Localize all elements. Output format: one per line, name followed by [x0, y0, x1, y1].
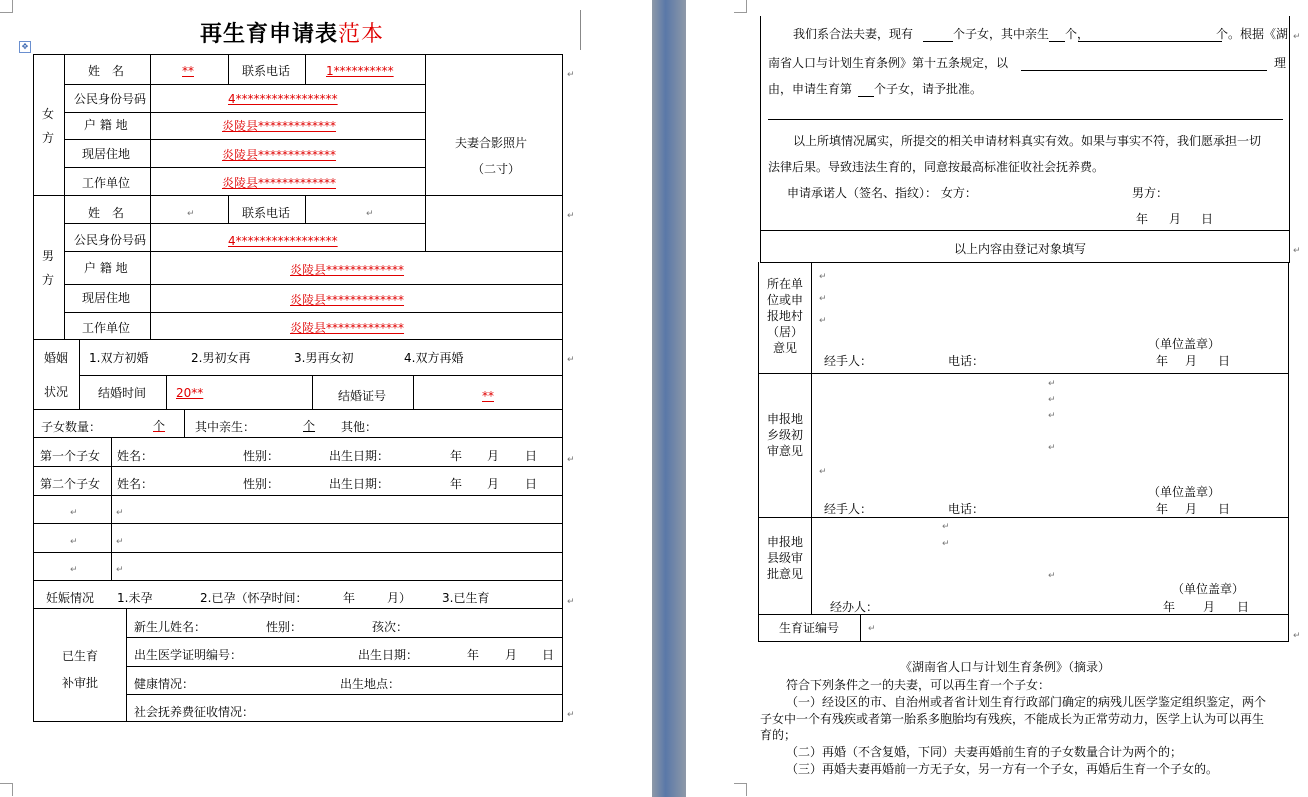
excerpt-item-2: （二）再婚（不含复婚，下同）夫妻再婚前生育的子女数量合计为两个的；: [786, 745, 1183, 759]
paragraph-mark: ↵: [819, 272, 827, 282]
excerpt-item-1-line-3: 育的；: [760, 728, 797, 742]
page-title: [200, 22, 384, 48]
page-gap: [652, 0, 686, 797]
pregnancy-year: 年: [343, 591, 356, 605]
table-border-line: [758, 262, 759, 642]
table-border-line: [33, 195, 563, 196]
wife-section-label: 女方: [41, 107, 54, 145]
paragraph-mark: ↵: [567, 710, 575, 720]
pregnancy-label: 妊娠情况: [46, 591, 95, 605]
town-handler-label: 经手人：: [824, 502, 873, 516]
table-border-line: [33, 580, 563, 581]
paragraph-mark: ↵: [187, 209, 195, 219]
title-text: 再生育申请表: [200, 22, 339, 47]
child-2-birth-label: 出生日期：: [329, 477, 390, 491]
table-border-line: [760, 230, 1290, 231]
table-border-line: [425, 54, 426, 251]
baby-sex-label: 性别：: [266, 620, 303, 634]
town-seal-label: （单位盖章）: [1148, 485, 1221, 499]
statement-line-2-b: 理: [1274, 56, 1287, 70]
child-1-name-label: 姓名：: [117, 449, 154, 463]
table-border-line: [923, 41, 953, 42]
table-border-line: [760, 262, 1290, 263]
paragraph-mark: ↵: [1293, 631, 1301, 641]
table-border-line: [1288, 262, 1289, 642]
husband-name-label: 姓 名: [88, 206, 125, 220]
husband-work-value[interactable]: 炎陵县*************: [290, 321, 405, 335]
wife-id-label: 公民身份号码: [74, 92, 147, 106]
paragraph-mark: ↵: [868, 624, 876, 634]
table-border-line: [33, 608, 563, 609]
paragraph-mark: ↵: [1048, 395, 1056, 405]
paragraph-mark: ↵: [116, 565, 124, 575]
table-border-line: [758, 373, 1289, 374]
paragraph-mark: ↵: [1048, 411, 1056, 421]
table-border-line: [228, 54, 229, 84]
table-border-line: [858, 96, 874, 97]
marriage-label-bottom: 状况: [44, 385, 69, 399]
wife-name-label: 姓 名: [88, 64, 125, 78]
town-opinion-label: 申报地乡级初审意见: [766, 412, 803, 458]
table-border-line: [33, 721, 563, 722]
county-date-month: 月: [1203, 600, 1216, 614]
county-handler-label: 经办人：: [830, 600, 879, 614]
paragraph-mark: ↵: [942, 522, 950, 532]
table-border-line: [413, 375, 414, 409]
photo-label: 夫妻合影照片: [455, 136, 528, 150]
table-border-line: [758, 517, 1289, 518]
paragraph-mark: ↵: [819, 294, 827, 304]
husband-residence-label: 现居住地: [82, 291, 131, 305]
town-date-day: 日: [1218, 502, 1231, 516]
unit-phone-label: 电话：: [948, 354, 985, 368]
born-label-top: 已生育: [62, 649, 99, 663]
table-border-line: [1078, 41, 1222, 42]
move-handle-icon[interactable]: ✥: [19, 41, 31, 53]
wife-residence-value[interactable]: 炎陵县*************: [222, 148, 337, 162]
wife-residence-label: 现居住地: [82, 147, 131, 161]
child-2-label: 第二个子女: [40, 477, 101, 491]
paragraph-mark: ↵: [567, 597, 575, 607]
wife-work-label: 工作单位: [82, 176, 131, 190]
paragraph-mark: ↵: [1048, 571, 1056, 581]
own-children-label: 其中亲生：: [195, 420, 256, 434]
marriage-option-4[interactable]: 4.双方再婚: [404, 351, 464, 365]
sign-date-day: 日: [1201, 212, 1214, 226]
paragraph-mark: ↵: [819, 316, 827, 326]
marriage-date-value[interactable]: 20**: [176, 386, 204, 400]
child-1-label: 第一个子女: [40, 449, 101, 463]
table-border-line: [305, 195, 306, 223]
table-border-line: [33, 339, 563, 340]
statement-line-1-a: 我们系合法夫妻，现有: [793, 27, 914, 41]
husband-huji-value[interactable]: 炎陵县*************: [290, 263, 405, 277]
table-border-line: [305, 54, 306, 84]
excerpt-item-1-line-2: 子女中一个有残疾或者第一胎系多胞胎均有残疾，不能成长为正常劳动力，医学上认为可以再生: [760, 712, 1265, 726]
excerpt-title: 《湖南省人口与计划生育条例》（摘录）: [900, 660, 1111, 674]
husband-phone-label: 联系电话: [242, 206, 291, 220]
county-date-day: 日: [1237, 600, 1250, 614]
table-border-line: [126, 637, 563, 638]
table-border-line: [150, 54, 151, 339]
statement-line-3-a: 由，申请生育第: [768, 82, 853, 96]
child-1-birth-label: 出生日期：: [329, 449, 390, 463]
birth-cert-label: 出生医学证明编号：: [134, 648, 243, 662]
birth-cert-no-label: 生育证编号: [779, 621, 840, 635]
statement-line-3-b: 个子女，请予批准。: [874, 82, 983, 96]
child-2-year: 年: [450, 477, 463, 491]
pledge-line-2: 法律后果。导致违法生育的，同意按最高标准征收社会抚养费。: [768, 160, 1105, 174]
table-border-line: [33, 552, 563, 553]
child-1-day: 日: [525, 449, 538, 463]
corner-mark: [0, 783, 13, 796]
other-children-label: 其他：: [341, 420, 378, 434]
table-border-line: [64, 167, 425, 168]
signer-label: 申请承诺人（签名、指纹）： 女方：: [787, 186, 977, 200]
table-border-line: [64, 223, 425, 224]
baby-birth-date-label: 出生日期：: [358, 648, 419, 662]
child-2-day: 日: [525, 477, 538, 491]
husband-id-value[interactable]: 4*****************: [228, 234, 338, 248]
baby-birth-year: 年: [467, 648, 480, 662]
child-1-sex-label: 性别：: [243, 449, 280, 463]
unit-seal-label: （单位盖章）: [1148, 337, 1221, 351]
husband-huji-label: 户 籍 地: [84, 261, 128, 275]
paragraph-mark: ↵: [70, 508, 78, 518]
table-border-line: [111, 437, 112, 580]
table-border-line: [64, 251, 563, 252]
table-border-line: [79, 339, 80, 409]
marriage-cert-label: 结婚证号: [338, 389, 387, 403]
table-border-line: [33, 54, 34, 722]
paragraph-mark: ↵: [1293, 246, 1301, 256]
table-border-line: [811, 262, 812, 614]
wife-phone-value[interactable]: 1**********: [326, 64, 394, 78]
table-border-line: [33, 437, 563, 438]
unit-date-day: 日: [1218, 354, 1231, 368]
statement-line-1-d: 个。根据《湖: [1216, 27, 1289, 41]
marriage-cert-value[interactable]: **: [482, 389, 494, 403]
statement-line-1-b: 个子女，其中亲生: [953, 27, 1050, 41]
marriage-option-3[interactable]: 3.男再女初: [294, 351, 354, 365]
wife-name-value[interactable]: **: [182, 64, 194, 78]
table-border-line: [1289, 16, 1290, 262]
child-2-month: 月: [487, 477, 500, 491]
children-count-unit: 个: [153, 419, 166, 433]
county-date-year: 年: [1163, 600, 1176, 614]
husband-work-label: 工作单位: [82, 321, 131, 335]
unit-date-year: 年: [1156, 354, 1169, 368]
own-children-unit: 个: [303, 419, 316, 433]
marriage-label-top: 婚姻: [44, 351, 69, 365]
table-border-line: [1049, 41, 1065, 42]
pregnancy-option-2[interactable]: 2.已孕（怀孕时间：: [200, 591, 308, 605]
paragraph-mark: ↵: [942, 539, 950, 549]
table-border-line: [79, 375, 563, 376]
sign-date-month: 月: [1169, 212, 1182, 226]
children-count-label: 子女数量：: [41, 420, 102, 434]
pregnancy-option-1[interactable]: 1.未孕: [117, 591, 153, 605]
wife-work-value[interactable]: 炎陵县*************: [222, 176, 337, 190]
corner-mark: [734, 783, 747, 796]
wife-huji-value[interactable]: 炎陵县*************: [222, 119, 337, 133]
health-label: 健康情况：: [134, 677, 195, 691]
table-border-line: [33, 523, 563, 524]
child-1-month: 月: [487, 449, 500, 463]
husband-id-label: 公民身份号码: [74, 233, 147, 247]
baby-name-label: 新生儿姓名：: [134, 620, 207, 634]
child-1-year: 年: [450, 449, 463, 463]
town-date-year: 年: [1156, 502, 1169, 516]
statement-line-2-a: 南省人口与计划生育条例》第十五条规定，以: [768, 56, 1009, 70]
table-border-line: [228, 195, 229, 223]
baby-birth-month: 月: [505, 648, 518, 662]
paragraph-mark: ↵: [116, 537, 124, 547]
birth-place-label: 出生地点：: [340, 677, 401, 691]
table-border-line: [64, 284, 563, 285]
table-border-line: [768, 119, 1283, 120]
paragraph-mark: ↵: [567, 70, 575, 80]
table-border-line: [860, 614, 861, 641]
photo-size: （二寸）: [472, 162, 521, 176]
marriage-option-2[interactable]: 2.男初女再: [191, 351, 251, 365]
paragraph-mark: ↵: [70, 565, 78, 575]
statement-line-1-c: 个，: [1065, 27, 1090, 41]
table-border-line: [33, 466, 563, 467]
table-border-line: [126, 608, 127, 722]
husband-section-label: 男方: [41, 249, 54, 287]
excerpt-item-3: （三）再婚夫妻再婚前一方无子女，另一方有一个子女，再婚后生育一个子女的。: [786, 762, 1219, 776]
excerpt-item-1-line-1: （一）经设区的市、自治州或者省计划生育行政部门确定的病残儿医学鉴定组织鉴定，两个: [786, 695, 1267, 709]
table-border-line: [33, 54, 563, 55]
social-fee-label: 社会抚养费征收情况：: [134, 705, 255, 719]
unit-opinion-label: 所在单位或申报地村（居）意见: [766, 277, 803, 355]
table-border-line: [760, 16, 761, 262]
table-border-line: [64, 54, 65, 339]
table-border-line: [166, 375, 167, 409]
table-border-line: [64, 84, 425, 85]
paragraph-mark: ↵: [567, 211, 575, 221]
child-2-name-label: 姓名：: [117, 477, 154, 491]
paragraph-mark: ↵: [116, 508, 124, 518]
born-label-bottom: 补审批: [62, 676, 99, 690]
excerpt-intro: 符合下列条件之一的夫妻，可以再生育一个子女：: [786, 678, 1051, 692]
wife-huji-label: 户 籍 地: [84, 118, 128, 132]
paragraph-mark: ↵: [567, 355, 575, 365]
corner-mark: [0, 0, 13, 13]
table-border-line: [126, 666, 563, 667]
unit-handler-label: 经手人：: [824, 354, 873, 368]
table-border-line: [126, 694, 563, 695]
paragraph-mark: ↵: [567, 455, 575, 465]
paragraph-mark: ↵: [70, 537, 78, 547]
baby-birth-day: 日: [542, 648, 555, 662]
unit-date-month: 月: [1185, 354, 1198, 368]
paragraph-mark: ↵: [1048, 379, 1056, 389]
table-border-line: [1021, 70, 1267, 71]
table-border-line: [33, 495, 563, 496]
table-border-line: [184, 409, 185, 437]
pledge-line-1: 以上所填情况属实，所提交的相关申请材料真实有效。如果与事实不符，我们愿承担一切: [793, 134, 1262, 148]
sign-date-year: 年: [1136, 212, 1149, 226]
document-page-1: [0, 0, 652, 797]
signer-male-label: 男方：: [1132, 186, 1169, 200]
husband-residence-value[interactable]: 炎陵县*************: [290, 293, 405, 307]
table-border-line: [580, 10, 581, 50]
paragraph-mark: ↵: [366, 209, 374, 219]
table-border-line: [312, 375, 313, 409]
baby-order-label: 孩次：: [372, 620, 409, 634]
table-border-line: [64, 139, 425, 140]
table-border-line: [64, 112, 425, 113]
table-border-line: [562, 54, 563, 722]
paragraph-mark: ↵: [819, 467, 827, 477]
county-opinion-label: 申报地县级审批意见: [766, 535, 803, 581]
marriage-option-1[interactable]: 1.双方初婚: [89, 351, 149, 365]
marriage-date-label: 结婚时间: [98, 386, 147, 400]
paragraph-mark: ↵: [1048, 443, 1056, 453]
table-border-line: [33, 409, 563, 410]
document-page-2: [686, 0, 1308, 797]
pregnancy-month: 月）: [387, 591, 412, 605]
paragraph-mark: ↵: [1293, 32, 1301, 42]
wife-id-value[interactable]: 4*****************: [228, 92, 338, 106]
child-2-sex-label: 性别：: [243, 477, 280, 491]
corner-mark: [734, 0, 747, 13]
wife-phone-label: 联系电话: [242, 64, 291, 78]
title-red-text: 范本: [338, 22, 385, 47]
table-border-line: [758, 641, 1289, 642]
filled-by-note: 以上内容由登记对象填写: [954, 242, 1087, 256]
town-date-month: 月: [1185, 502, 1198, 516]
table-border-line: [64, 312, 563, 313]
table-border-line: [758, 614, 1289, 615]
pregnancy-option-3[interactable]: 3.已生育: [442, 591, 490, 605]
county-seal-label: （单位盖章）: [1172, 582, 1245, 596]
town-phone-label: 电话：: [948, 502, 985, 516]
